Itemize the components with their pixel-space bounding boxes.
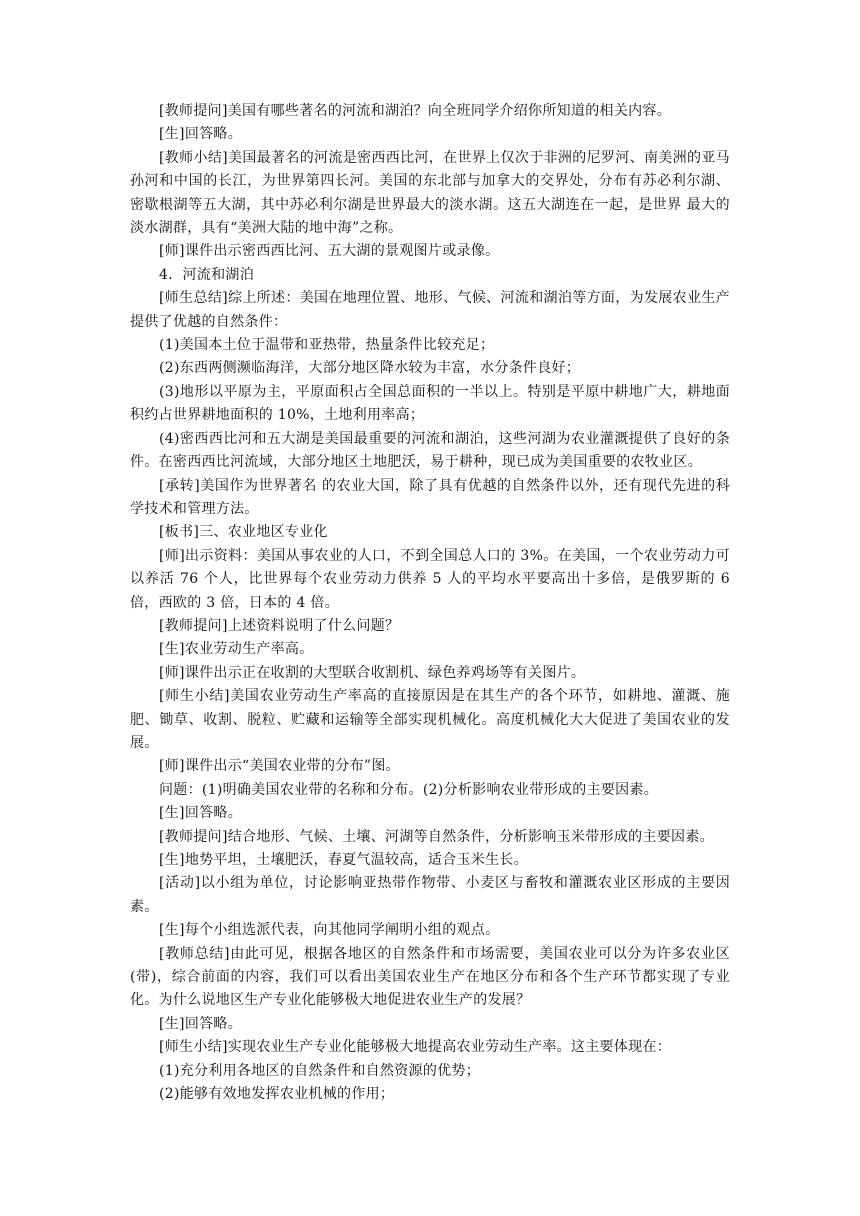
paragraph-student-productivity: [生]农业劳动生产率高。 [159,641,314,658]
list-item-resources: (1)充分利用各地区的自然条件和自然资源的优势； [159,1062,481,1079]
paragraph-student-answer-3: [生]回答略。 [159,1015,243,1032]
paragraph-mechanization-summary: [师生小结]美国农业劳动生产率高的直接原因是在其生产的各个环节，如耕地、灌溉、施肥、锄草、收割、脱粒、贮藏和运输等全部实现机械化。高度机械化大大促进了美国农业的发展。 [130,688,730,751]
paragraph-student-answer-2: [生]回答略。 [159,805,243,822]
paragraph-courseware-rivers: [师]课件出示密西西比河、五大湖的景观图片或录像。 [159,243,500,260]
blackboard-heading: [板书]三、农业地区专业化 [159,524,328,541]
list-item-terrain: (3)地形以平原为主，平原面积占全国总面积的一半以上。特别是平原中耕地广大，耕地面积约占世界耕地面积的 10%，土地利用率高； [130,383,730,424]
paragraph-data-material: [师]出示资料：美国从事农业的人口，不到全国总人口的 3%。在美国，一个农业劳动力可以养活 76 个人，比世界每个农业劳动力供养 5 人的平均水平要高出十多倍，是俄罗斯的 6 倍，西欧的 3 倍，日本的 4 倍。 [130,547,730,611]
paragraph-transition: [承转]美国作为世界著名 的农业大国，除了具有优越的自然条件以外，还有现代先进的科学技术和管理方法。 [130,477,730,517]
list-item-water: (2)东西两侧濒临海洋，大部分地区降水较为丰富，水分条件良好； [159,360,581,377]
paragraph-questions: 问题：(1)明确美国农业带的名称和分布。(2)分析影响农业带形成的主要因素。 [159,781,659,798]
paragraph-teacher-summary-rivers: [教师小结]美国最著名的河流是密西西比河，在世界上仅次于非洲的尼罗河、南美洲的亚马孙河和中国的长江，为世界第四长河。美国的东北部与加拿大的交界处，分布有苏必利尔湖、密歇根湖等五大湖，其中苏必利尔湖是世界最大的淡水湖。这五大湖连在一起，是世界 最大的淡水湖群，具有“美洲大陆的地中海”之称。 [130,149,730,237]
paragraph-student-answer: [生]回答略。 [159,126,243,143]
paragraph-activity: [活动]以小组为单位，讨论影响亚热带作物带、小麦区与畜牧和灌溉农业区形成的主要因素。 [130,875,730,915]
paragraph-teacher-question-rivers: [教师提问]美国有哪些著名的河流和湖泊？向全班同学介绍你所知道的相关内容。 [159,103,672,119]
paragraph-courseware-machines: [师]课件出示正在收割的大型联合收割机、绿色养鸡场等有关图片。 [159,664,586,681]
paragraph-student-corn: [生]地势平坦，土壤肥沃，春夏气温较高，适合玉米生长。 [159,852,529,868]
document-page [130,100,730,1106]
list-item-heat: (1)美国本土位于温带和亚热带，热量条件比较充足； [159,337,495,354]
paragraph-teacher-question-data: [教师提问]上述资料说明了什么问题？ [159,617,400,634]
list-item-machinery: (2)能够有效地发挥农业机械的作用； [159,1086,395,1103]
paragraph-courseware-belts: [师]课件出示“美国农业带的分布”图。 [159,758,400,775]
paragraph-specialization-summary: [师生小结]实现农业生产专业化能够极大地提高农业劳动生产率。这主要体现在： [159,1039,672,1056]
paragraph-teacher-conclusion: [教师总结]由此可见，根据各地区的自然条件和市场需要，美国农业可以分为许多农业区(带)，综合前面的内容，我们可以看出美国农业生产在地区分布和各个生产环节都实现了专业化。为什么说地区生产专业化能够极大地促进农业生产的发展？ [130,945,730,1009]
section-heading-rivers-lakes: 4．河流和湖泊 [159,266,255,283]
paragraph-student-groups: [生]每个小组选派代表，向其他同学阐明小组的观点。 [159,922,500,939]
paragraph-joint-summary: [师生总结]综上所述：美国在地理位置、地形、气候、河流和湖泊等方面，为发展农业生产提供了优越的自然条件： [130,290,730,330]
paragraph-teacher-question-corn: [教师提问]结合地形、气候、土壤、河湖等自然条件，分析影响玉米带形成的主要因素。 [159,828,714,845]
list-item-rivers-lakes: (4)密西西比河和五大湖是美国最重要的河流和湖泊，这些河湖为农业灌溉提供了良好的条件。在密西西比河流域，大部分地区土地肥沃，易于耕种，现已成为美国重要的农牧业区。 [130,430,730,471]
